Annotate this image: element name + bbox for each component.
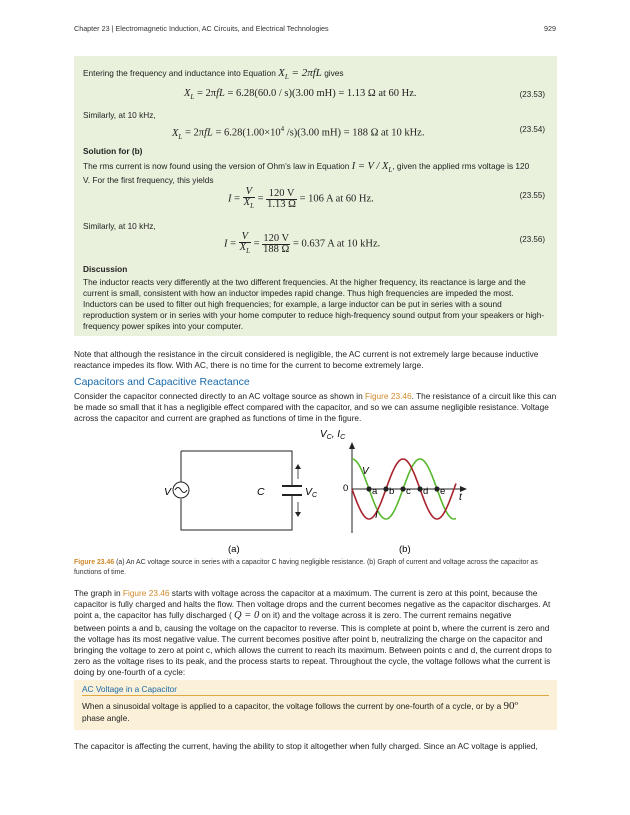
point-marker-c — [400, 486, 405, 491]
source-label: V — [164, 486, 172, 498]
eq-number: (23.54) — [519, 125, 545, 134]
eq-number: (23.55) — [519, 191, 545, 200]
discussion-heading: Discussion — [83, 264, 128, 274]
callout-box — [74, 680, 557, 730]
vi-graph — [320, 429, 467, 555]
point-marker-d — [417, 486, 422, 491]
solution-heading: Solution for (b) — [83, 146, 143, 156]
note-paragraph: Note that although the resistance in the circuit considered is negligible, the AC current is not extremely large because inductive reactance impedes its flow. With AC, there is no time for the current to become extremely large. — [74, 349, 539, 370]
solution-text-2: V. For the first frequency, this yields — [83, 175, 214, 185]
similarly-2: Similarly, at 10 kHz, — [83, 221, 156, 231]
page-number: 929 — [544, 24, 556, 33]
point-marker-b — [383, 486, 388, 491]
section-title: Capacitors and Capacitive Reactance — [74, 376, 250, 388]
callout-text: When a sinusoidal voltage is applied to a capacitor, the voltage follows the current by one-fourth of a cycle, or by a 90º phase angle. — [82, 700, 518, 723]
callout-divider — [82, 695, 549, 696]
figure-link[interactable]: Figure 23.46 — [365, 391, 412, 401]
point-label-e: e — [440, 486, 446, 497]
point-label-d: d — [423, 486, 429, 497]
figure-link[interactable]: Figure 23.46 — [122, 588, 170, 598]
vc-label: VC — [305, 486, 318, 499]
t-label: t — [459, 492, 462, 503]
eq-number: (23.56) — [519, 235, 545, 244]
panel-label-a: (a) — [228, 544, 240, 555]
graph-paragraph: The graph in Figure 23.46 starts with voltage across the capacitor at a maximum. The current is zero at this point, because the capacitor is fully charged and halts the flow. Then voltage drops and the current becomes negative as the capacitor discharges. At point a, the capacitor has fully discharged ( Q = 0 on it) and the voltage across it is zero. The current remains negative — [74, 588, 551, 621]
solution-text: The rms current is now found using the version of Ohm’s law in Equation $I = V / X_L$, given the applied rms voltage is 120 — [83, 161, 530, 175]
point-label-a: a — [372, 486, 378, 497]
point-marker-a — [366, 486, 371, 491]
discussion-text: The inductor reacts very differently at the two different frequencies. At the higher frequency, its reactance is large and the current is small, consistent with how an inductor impedes rapid change. Thus high frequencies are impeded the most. Inductors can be used to filter out high frequencies; for example, a large inductor can be put in series with a sound reproduction system or in series with your home computer to reduce high-frequency sound output from your speakers or high-frequency power spikes into your computer. — [83, 277, 545, 331]
chapter-title: Chapter 23 | Electromagnetic Induction, AC Circuits, and Electrical Technologies — [74, 24, 329, 33]
equation-23-55: I = $\frac{V}{X_L}$ = $\frac{120 V}{1.13 \Omega}$ = 106 A at 60 Hz. — [228, 186, 374, 211]
eq-number: (23.53) — [519, 90, 545, 99]
last-paragraph: The capacitor is affecting the current, having the ability to stop it altogether when fully charged. Since an AC voltage is applied, — [74, 741, 538, 751]
point-label-b: b — [389, 486, 395, 497]
callout-title: AC Voltage in a Capacitor — [82, 684, 178, 694]
circuit-diagram — [164, 451, 318, 555]
point-marker-e — [434, 486, 439, 491]
similarly-1: Similarly, at 10 kHz, — [83, 110, 156, 120]
current-curve-label: I — [375, 510, 378, 521]
equation-23-54: $X_L = 2\pi fL = 6.28(1.00\times 10^4$ /s)(3.00 mH) = 188 Ω at 10 kHz. — [172, 125, 425, 141]
axis-label: $V_C$, $I_C$ — [320, 429, 346, 441]
voltage-curve-label: V — [362, 466, 369, 477]
intro-line: Entering the frequency and inductance into Equation $X_L = 2\pi fL$ gives — [83, 67, 344, 82]
equation-23-53: $X_L = 2\pi fL = 6.28(60.0 / s)(3.00$ mH) = 1.13 Ω at 60 Hz. — [184, 88, 417, 102]
graph-paragraph-2: between points a and b, causing the voltage on the capacitor to reverse. This is complete at point b, where the current is zero and the voltage has its most negative value. The current becomes positive after point b, neutralizing the charge on the capacitor and bringing the voltage to zero at point c, which allows the current to reach its maximum. Between points c and d, the current drops to zero as the voltage rises to its peak, and the process starts to repeat. Throughout the cycle, the voltage follows what the current is doing by one-fourth of a cycle: — [74, 623, 552, 677]
point-label-c: c — [406, 486, 411, 497]
panel-label-b: (b) — [399, 544, 411, 555]
origin-label: 0 — [343, 483, 349, 494]
capacitor-label: C — [257, 486, 265, 498]
figure-caption: Figure 23.46 (a) An AC voltage source in series with a capacitor C having negligible resistance. (b) Graph of current and voltage across the capacitor as functions of time. — [74, 559, 538, 576]
section-intro: Consider the capacitor connected directly to an AC voltage source as shown in Figure 23.46. The resistance of a circuit like this can be made so small that it has a negligible effect compared with the capacitor, and so we can assume negligible resistance. Voltage across the capacitor and current are graphed as functions of time in the figure. — [74, 391, 557, 423]
equation-23-56: I = $\frac{V}{X_L}$ = $\frac{120 V}{188 \Omega}$ = 0.637 A at 10 kHz. — [224, 231, 381, 256]
